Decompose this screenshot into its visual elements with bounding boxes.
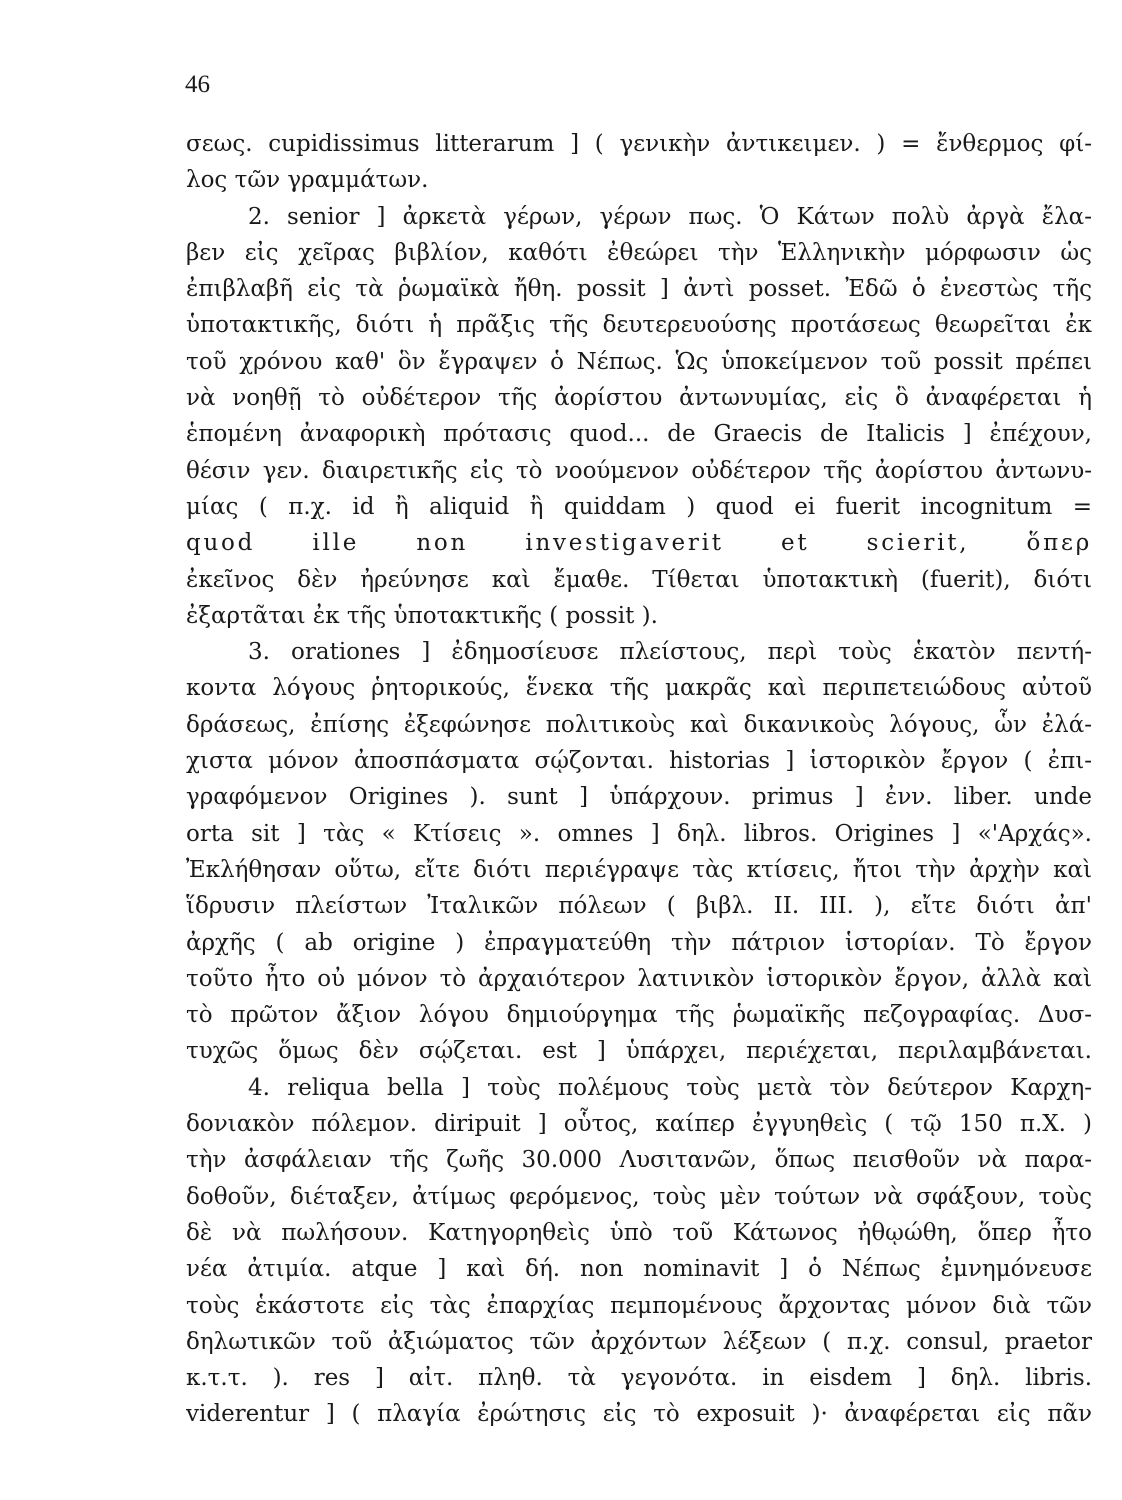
text-line: σεως. cupidissimus litterarum ] ( γενικὴν ἀντικειμεν. ) = ἔνθερμος φί-: [186, 131, 1092, 157]
text-line: δράσεως, ἐπίσης ἐξεφώνησε πολιτικοὺς καὶ δικανικοὺς λόγους, ὧν ἐλά-: [186, 711, 1092, 738]
commentary-text: [186, 126, 1092, 1433]
text-line: τὴν ἀσφάλειαν τῆς ζωῆς 30.000 Λυσιτανῶν, ὅπως πεισθοῦν νὰ παρα-: [186, 1147, 1092, 1174]
text-line: τοὺς ἑκάστοτε εἰς τὰς ἐπαρχίας πεμπομένους ἄρχοντας μόνον διὰ τῶν: [186, 1292, 1092, 1319]
text-line: τυχῶς ὅμως δὲν σῴζεται. est ] ὑπάρχει, περιέχεται, περιλαμβάνεται.: [186, 1038, 1092, 1065]
text-line: ἐξαρτᾶται ἐκ τῆς ὑποτακτικῆς ( possit ).: [186, 602, 658, 629]
text-line: τοῦ χρόνου καθ' ὃν ἔγραψεν ὁ Νέπως. Ὡς ὑποκείμενον τοῦ possit πρέπει: [186, 348, 1092, 375]
text-line: ἑπομένη ἀναφορικὴ πρότασις quod... de Graecis de Italicis ] ἐπέχουν,: [186, 421, 1092, 448]
text-line: 2. senior ] ἀρκετὰ γέρων, γέρων πως. Ὁ Κάτων πολὺ ἀργὰ ἔλα-: [248, 203, 1092, 230]
text-line: τὸ πρῶτον ἄξιον λόγου δημιούργημα τῆς ῥωμαϊκῆς πεζογραφίας. Δυσ-: [186, 1002, 1092, 1029]
text-line: 3. orationes ] ἐδημοσίευσε πλείστους, περὶ τοὺς ἑκατὸν πεντή-: [248, 639, 1092, 666]
text-line: νὰ νοηθῇ τὸ οὐδέτερον τῆς ἀορίστου ἀντωνυμίας, εἰς ὃ ἀναφέρεται ἡ: [186, 385, 1092, 412]
text-line: δὲ νὰ πωλήσουν. Κατηγορηθεὶς ὑπὸ τοῦ Κάτωνος ἠθῳώθη, ὅπερ ἦτο: [186, 1219, 1092, 1246]
text-line: δηλωτικῶν τοῦ ἀξιώματος τῶν ἀρχόντων λέξεων ( π.χ. consul, praetor: [186, 1328, 1092, 1355]
text-line: ἵδρυσιν πλείστων Ἰταλικῶν πόλεων ( βιβλ. II. III. ), εἴτε διότι ἀπ': [186, 893, 1092, 920]
text-line: μίας ( π.χ. id ἢ aliquid ἢ quiddam ) quod ei fuerit incognitum =: [186, 493, 1092, 520]
text-line: ἐπιβλαβῆ εἰς τὰ ῥωμαϊκὰ ἤθη. possit ] ἀντὶ posset. Ἐδῶ ὁ ἐνεστὼς τῆς: [186, 276, 1092, 303]
text-line: 4. reliqua bella ] τοὺς πολέμους τοὺς μετὰ τὸν δεύτερον Καρχη-: [248, 1074, 1092, 1101]
text-line: γραφόμενον Origines ). sunt ] ὑπάρχουν. primus ] ἐνν. liber. unde: [186, 784, 1092, 811]
text-line: θέσιν γεν. διαιρετικῆς εἰς τὸ νοούμενον οὐδέτερον τῆς ἀορίστου ἀντωνυ-: [186, 457, 1092, 484]
text-line: ἐκεῖνος δὲν ἠρεύνησε καὶ ἔμαθε. Τίθεται ὑποτακτικὴ (fuerit), διότι: [186, 566, 1092, 593]
page-number: 46: [185, 71, 210, 98]
text-line: βεν εἰς χεῖρας βιβλίον, καθότι ἐθεώρει τὴν Ἑλληνικὴν μόρφωσιν ὡς: [186, 239, 1092, 266]
text-line: κοντα λόγους ῥητορικούς, ἕνεκα τῆς μακρᾶς καὶ περιπετειώδους αὐτοῦ: [186, 675, 1092, 702]
text-line: orta sit ] τὰς « Κτίσεις ». omnes ] δηλ. libros. Origines ] «'Αρχάς».: [186, 820, 1092, 847]
text-line: Ἐκλήθησαν οὕτω, εἴτε διότι περιέγραψε τὰς κτίσεις, ἤτοι τὴν ἀρχὴν καὶ: [186, 856, 1092, 883]
text-line: δονιακὸν πόλεμον. diripuit ] οὗτος, καίπερ ἐγγυηθεὶς ( τῷ 150 π.Χ. ): [186, 1111, 1092, 1138]
text-line: κ.τ.τ. ). res ] αἰτ. πληθ. τὰ γεγονότα. in eisdem ] δηλ. libris.: [186, 1365, 1092, 1392]
text-line: viderentur ] ( πλαγία ἐρώτησις εἰς τὸ exposuit )· ἀναφέρεται εἰς πᾶν: [186, 1401, 1092, 1428]
text-line: ἀρχῆς ( ab origine ) ἐπραγματεύθη τὴν πάτριον ἱστορίαν. Τὸ ἔργον: [186, 929, 1092, 956]
text-line: ὑποτακτικῆς, διότι ἡ πρᾶξις τῆς δευτερευούσης προτάσεως θεωρεῖται ἐκ: [186, 312, 1092, 339]
text-line: νέα ἀτιμία. atque ] καὶ δή. non nominavit ] ὁ Νέπως ἐμνημόνευσε: [186, 1256, 1092, 1283]
text-line: χιστα μόνον ἀποσπάσματα σῴζονται. historias ] ἱστορικὸν ἔργον ( ἐπι-: [186, 748, 1092, 775]
text-line: λος τῶν γραμμάτων.: [186, 167, 429, 194]
text-line: δοθοῦν, διέταξεν, ἀτίμως φερόμενος, τοὺς μὲν τούτων νὰ σφάξουν, τοὺς: [186, 1183, 1092, 1210]
text-line: τοῦτο ἦτο οὐ μόνον τὸ ἀρχαιότερον λατινικὸν ἱστορικὸν ἔργον, ἀλλὰ καὶ: [186, 965, 1092, 992]
text-line: quod ille non investigaverit et scierit, ὅπερ: [186, 530, 1092, 557]
